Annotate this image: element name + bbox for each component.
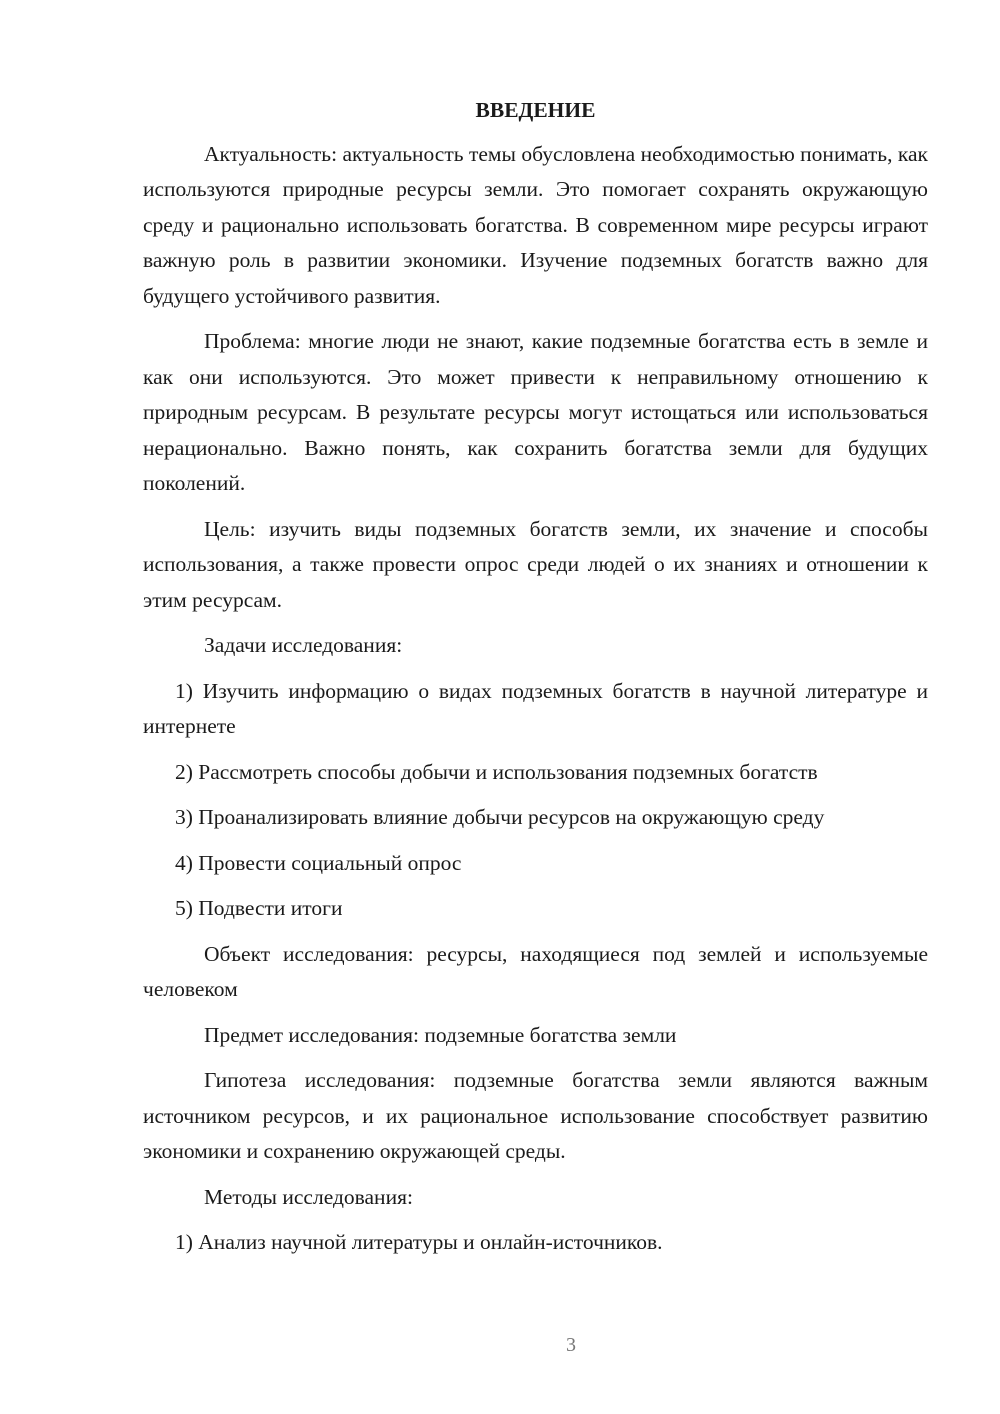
task-item-1: 1) Изучить информацию о видах подземных богатств в научной литературе и интернете xyxy=(143,678,928,738)
task-item-5: 5) Подвести итоги xyxy=(175,896,343,920)
section-title: ВВЕДЕНИЕ xyxy=(475,98,596,122)
methods-heading: Методы исследования: xyxy=(204,1184,413,1209)
hypothesis-paragraph: Гипотеза исследования: подземные богатства земли являются важным источником ресурсов, и их рациональное использование способствует развитию экономики и сохранению окружающей среды. xyxy=(143,1068,928,1163)
task-item-2: 2) Рассмотреть способы добычи и использования подземных богатств xyxy=(175,759,818,784)
goal-paragraph: Цель: изучить виды подземных богатств земли, их значение и способы использования, а также провести опрос среди людей о их знаниях и отношении к этим ресурсам. xyxy=(143,516,928,612)
method-item-1: 1) Анализ научной литературы и онлайн-источников. xyxy=(175,1230,663,1254)
task-item-3: 3) Проанализировать влияние добычи ресурсов на окружающую среду xyxy=(175,805,825,829)
task-item-4: 4) Провести социальный опрос xyxy=(175,850,462,875)
relevance-paragraph: Актуальность: актуальность темы обусловлена необходимостью понимать, как используются природные ресурсы земли. Это помогает сохранять окружающую среду и рационально использовать богатства. В современном мире ресурсы играют важную роль в развитии экономики. Изучение подземных богатств важно для будущего устойчивого развития. xyxy=(143,141,928,308)
page-content xyxy=(143,93,928,1271)
object-paragraph: Объект исследования: ресурсы, находящиеся под землей и используемые человеком xyxy=(143,941,928,1001)
subject-paragraph: Предмет исследования: подземные богатства земли xyxy=(204,1022,677,1047)
problem-paragraph: Проблема: многие люди не знают, какие подземные богатства есть в земле и как они используются. Это может привести к неправильному отношению к природным ресурсам. В результате ресурсы могут истощаться или использоваться нерационально. Важно понять, как сохранить богатства земли для будущих поколений. xyxy=(143,329,928,495)
tasks-heading: Задачи исследования: xyxy=(204,633,403,657)
page-number: 3 xyxy=(566,1334,576,1356)
